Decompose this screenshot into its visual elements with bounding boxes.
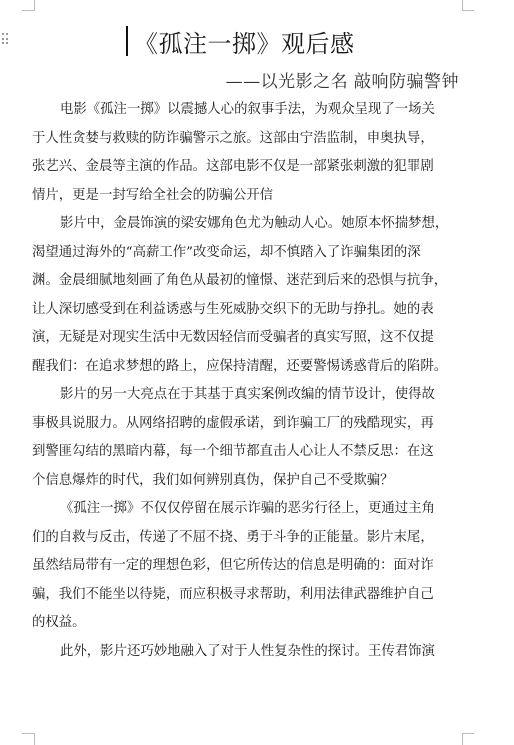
crop-mark-top-right-h [462, 10, 474, 11]
drag-handle-icon[interactable] [2, 33, 8, 45]
paragraph-line: 醒我们：在追求梦想的路上，应保持清醒，还要警惕诱惑背后的陷阱。 [32, 358, 448, 374]
crop-mark-bottom-left-h [22, 733, 34, 734]
paragraph-line: 影片的另一大亮点在于其基于真实案例改编的情节设计，使得故 [60, 387, 435, 402]
paragraph-line: 演，无疑是对现实生活中无数因轻信而受骗者的真实写照，这不仅提 [32, 330, 434, 345]
paragraph-line: 渊。金晨细腻地刻画了角色从最初的憧憬、迷茫到后来的恐惧与抗争， [32, 273, 448, 288]
paragraph-line: 事极具说服力。从网络招聘的虚假承诺，到诈骗工厂的残酷现实，再 [32, 415, 434, 431]
crop-mark-top-right-v [462, 0, 463, 11]
crop-mark-bottom-left-v [34, 733, 35, 745]
paragraph-line: 到警匪勾结的黑暗内幕，每一个细节都直击人心让人不禁反思：在这 [32, 444, 434, 459]
document-body[interactable] [32, 96, 462, 666]
crop-mark-bottom-right-h [462, 733, 474, 734]
paragraph[interactable] [32, 210, 462, 381]
paragraph[interactable] [32, 381, 462, 495]
paragraph[interactable] [32, 638, 462, 667]
paragraph-line: 个信息爆炸的时代，我们如何辨别真伪，保护自己不受欺骗？ [32, 472, 394, 488]
crop-mark-top-left-v [34, 0, 35, 11]
paragraph-line: 骗，我们不能坐以待毙，而应积极寻求帮助，利用法律武器维护自己 [32, 586, 434, 602]
paragraph[interactable] [32, 96, 462, 210]
paragraph-line: 电影《孤注一掷》以震撼人心的叙事手法，为观众呈现了一场关 [60, 102, 435, 117]
paragraph[interactable] [32, 495, 462, 638]
crop-mark-bottom-right-v [462, 733, 463, 745]
paragraph-line: 于人性贪婪与救赎的防诈骗警示之旅。这部由宁浩监制，申奥执导， [32, 130, 434, 146]
paragraph-line: 们的自救与反击，传递了不屈不挠、勇于斗争的正能量。影片末尾， [32, 529, 434, 545]
paragraph-line: 情片，更是一封写给全社会的防骗公开信 [32, 187, 274, 203]
paragraph-line: 影片中，金晨饰演的梁安娜角色尤为触动人心。她原本怀揣梦想， [60, 216, 449, 231]
paragraph-line: 虽然结局带有一定的理想色彩，但它所传达的信息是明确的：面对诈 [32, 558, 434, 573]
paragraph-line: 让人深切感受到在利益诱惑与生死威胁交织下的无助与挣扎。她的表 [32, 301, 434, 317]
paragraph-line: 《孤注一掷》不仅仅停留在展示诈骗的恶劣行径上，更通过主角 [60, 501, 435, 516]
crop-mark-top-left-h [22, 10, 34, 11]
paragraph-line: 的权益。 [32, 615, 86, 630]
document-subtitle[interactable]: ——以光影之名 敲响防骗警钟 [225, 72, 459, 92]
paragraph-line: 渴望通过海外的“高薪工作”改变命运，却不慎踏入了诈骗集团的深 [32, 244, 421, 260]
paragraph-line: 张艺兴、金晨等主演的作品。这部电影不仅是一部紧张刺激的犯罪剧 [32, 159, 434, 174]
document-title[interactable]: 《孤注一掷》观后感 [134, 30, 355, 58]
paragraph-line: 此外，影片还巧妙地融入了对于人性复杂性的探讨。王传君饰演 [60, 643, 435, 659]
text-cursor [126, 26, 128, 56]
